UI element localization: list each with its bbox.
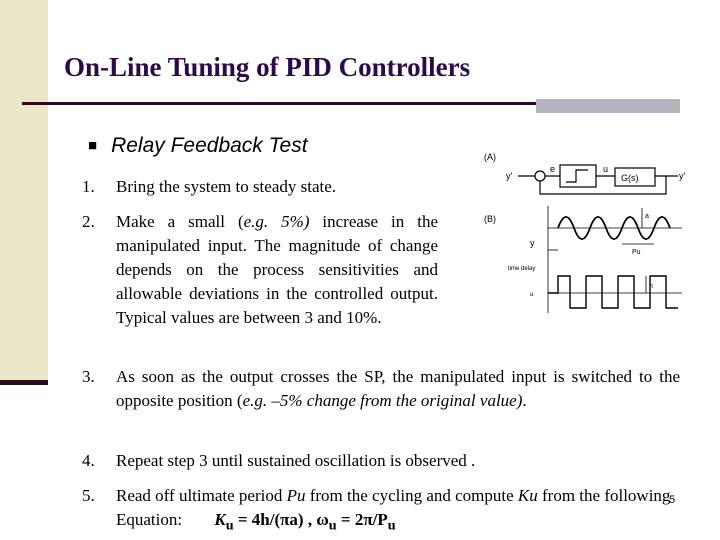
list-item-text-italic: e.g. 5%)	[243, 212, 310, 231]
equation-part: = 2π/P	[336, 510, 388, 529]
list-item-3	[82, 365, 682, 437]
list-item-text-part: increase in the manipulated input. The magnitude of change depends on the process sensitivities and allowable deviations in the controlled output. Typical values are between 3 and 10%.	[116, 212, 438, 327]
equation-part: = 4h/(πa) , ω	[233, 510, 329, 529]
relay-square-wave	[548, 276, 678, 308]
list-item-2	[82, 210, 452, 354]
summing-junction	[535, 171, 545, 181]
slide-title: On-Line Tuning of PID Controllers	[64, 52, 471, 82]
setpoint-label: y'	[506, 171, 513, 181]
equation-symbol: K	[214, 510, 226, 529]
relay-block	[560, 165, 596, 187]
u-waveform-label: u	[530, 292, 534, 298]
title-divider-accent	[536, 99, 680, 113]
process-block-label: G(s)	[621, 173, 639, 183]
list-item-number: 5.	[82, 486, 95, 505]
list-item-text: Repeat step 3 until sustained oscillation is observed .	[116, 451, 476, 470]
list-item-text-part: Read off ultimate period	[116, 486, 287, 505]
list-item-number: 4.	[82, 451, 95, 470]
subheading-text: Relay Feedback Test	[111, 134, 308, 157]
left-accent-divider	[0, 380, 48, 385]
amplitude-label: a	[645, 213, 649, 220]
equation-subscript: u	[387, 517, 396, 534]
list-item-text-part: from the following Equation:	[116, 486, 671, 529]
list-item-number: 3.	[82, 367, 95, 386]
list-item-text	[116, 365, 680, 413]
equation-subscript: u	[328, 517, 337, 534]
period-label: Pu	[632, 249, 641, 256]
equation-subscript: u	[225, 517, 234, 534]
list-item-4	[82, 449, 682, 473]
time-delay-label: time delay	[508, 266, 536, 272]
output-label: y'	[679, 171, 686, 181]
tuning-equation	[214, 510, 396, 534]
ultimate-period-symbol: Pu	[286, 486, 306, 505]
page-number: 5	[669, 494, 676, 506]
list-item-text-part: As soon as the output crosses the SP, the manipulated input is switched to the opposite position (	[116, 367, 680, 410]
list-item-number: 1.	[82, 177, 95, 196]
list-item-text: Bring the system to steady state.	[116, 177, 337, 196]
error-label: e	[550, 164, 556, 174]
relay-symbol	[566, 170, 588, 182]
input-label: u	[603, 164, 609, 174]
list-item-text	[116, 484, 680, 537]
feedback-path	[540, 176, 666, 194]
list-item-text-part: Make a small (	[116, 212, 244, 231]
relay-amplitude-label: h	[649, 283, 653, 290]
list-item-text-part: from the cycling and compute	[305, 486, 518, 505]
list-item-text-part: .	[522, 391, 527, 410]
y-waveform-label: y	[530, 238, 535, 248]
list-item-5	[82, 484, 682, 532]
list-item-text-italic: e.g. –5% change from the original value)	[242, 391, 523, 410]
square-bullet-icon: ■	[88, 137, 98, 154]
panel-b-label: (B)	[484, 214, 496, 224]
list-item-1	[82, 175, 452, 199]
ultimate-gain-symbol: Ku	[517, 486, 538, 505]
subheading	[88, 134, 308, 158]
list-item-number: 2.	[82, 212, 95, 231]
list-item-text	[116, 210, 438, 330]
left-accent-strip	[0, 0, 48, 383]
relay-feedback-diagram	[470, 148, 692, 328]
panel-a-label: (A)	[484, 152, 496, 162]
